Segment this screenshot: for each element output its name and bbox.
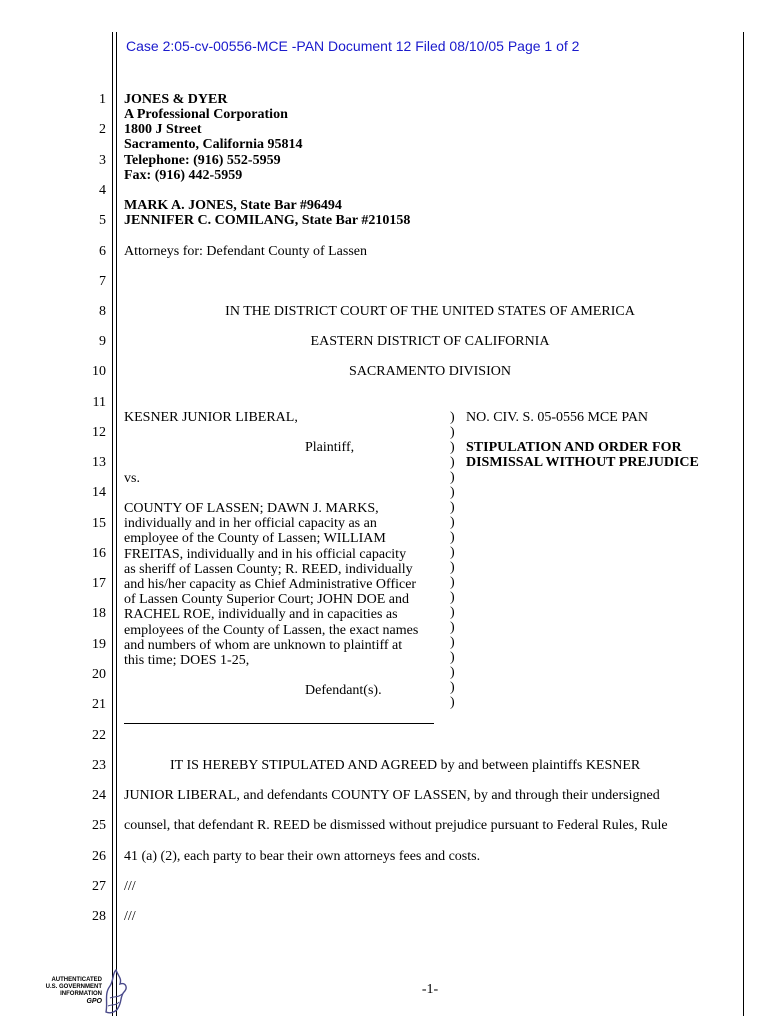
- firm-fax: Fax: (916) 442-5959: [124, 168, 243, 183]
- paren: ): [450, 530, 455, 545]
- seal-line: U.S. GOVERNMENT: [45, 984, 102, 990]
- left-rule-inner: [116, 32, 117, 1016]
- caption-underline: [124, 723, 434, 724]
- defendant-line: this time; DOES 1-25,: [124, 653, 250, 669]
- line-number: 19: [92, 637, 106, 652]
- line-number: 25: [92, 818, 106, 833]
- body-line-25: counsel, that defendant R. REED be dismissed without prejudice pursuant to Federal Rules, Rule: [124, 818, 668, 833]
- paren: ): [450, 485, 455, 500]
- line-number: 12: [92, 425, 106, 440]
- versus: vs.: [124, 471, 140, 486]
- line-number: 18: [92, 606, 106, 621]
- line-number: 11: [92, 395, 106, 410]
- line-number: 22: [92, 728, 106, 743]
- defendant-line: and numbers of whom are unknown to plaintiff at: [124, 637, 403, 653]
- eagle-emblem-icon: [100, 968, 130, 1014]
- paren: ): [450, 650, 455, 665]
- paren: ): [450, 515, 455, 530]
- firm-street: 1800 J Street: [124, 122, 202, 137]
- defendant-line: COUNTY OF LASSEN; DAWN J. MARKS,: [124, 501, 379, 516]
- document-title-line-1: STIPULATION AND ORDER FOR: [466, 440, 682, 455]
- ecf-header: Case 2:05-cv-00556-MCE -PAN Document 12 Filed 08/10/05 Page 1 of 2: [126, 38, 580, 54]
- document-title-line-2: DISMISSAL WITHOUT PREJUDICE: [466, 455, 699, 470]
- line-number: 17: [92, 576, 106, 591]
- seal-text: [30, 977, 102, 1005]
- line-number: 24: [92, 788, 106, 803]
- paren: ): [450, 620, 455, 635]
- attorney-1: MARK A. JONES, State Bar #96494: [124, 198, 342, 213]
- defendant-line: individually and in her official capacity as an: [124, 516, 377, 532]
- line-number: 13: [92, 455, 106, 470]
- paren: ): [450, 695, 455, 710]
- body-line-26: 41 (a) (2), each party to bear their own attorneys fees and costs.: [124, 849, 481, 864]
- line-number: 16: [92, 546, 106, 561]
- firm-city: Sacramento, California 95814: [124, 137, 303, 152]
- line-number: 27: [92, 879, 106, 894]
- right-rule: [743, 32, 744, 1016]
- line-number: 14: [92, 485, 106, 500]
- paren: ): [450, 455, 455, 470]
- defendant-line: of Lassen County Superior Court; JOHN DOE and: [124, 592, 410, 608]
- left-rule-outer: [112, 32, 113, 1016]
- case-number: NO. CIV. S. 05-0556 MCE PAN: [466, 410, 649, 425]
- defendant-line: as sheriff of Lassen County; R. REED, individually: [124, 561, 413, 577]
- paren: ): [450, 440, 455, 455]
- line-number: 8: [99, 304, 106, 319]
- firm-name: JONES & DYER: [124, 92, 228, 107]
- firm-telephone: Telephone: (916) 552-5959: [124, 153, 281, 168]
- line-number: 7: [99, 274, 106, 289]
- seal-line: GPO: [86, 998, 102, 1005]
- defendant-line: FREITAS, individually and in his official capacity: [124, 546, 407, 562]
- attorneys-for: Attorneys for: Defendant County of Lassen: [124, 244, 367, 259]
- plaintiff-label: Plaintiff,: [305, 440, 355, 455]
- seal-line: AUTHENTICATED: [51, 977, 102, 983]
- defendant-line: and his/her capacity as Chief Administrative Officer: [124, 577, 417, 593]
- paren: ): [450, 680, 455, 695]
- line-number: 5: [99, 213, 106, 228]
- paren: ): [450, 605, 455, 620]
- paren: ): [450, 500, 455, 515]
- seal-line: INFORMATION: [60, 991, 102, 997]
- line-number: 2: [99, 122, 106, 137]
- firm-corp: A Professional Corporation: [124, 107, 288, 122]
- court-line-2: EASTERN DISTRICT OF CALIFORNIA: [310, 334, 550, 349]
- line-number: 26: [92, 849, 106, 864]
- line-number: 10: [92, 364, 106, 379]
- paren: ): [450, 545, 455, 560]
- attorney-2: JENNIFER C. COMILANG, State Bar #210158: [124, 213, 411, 228]
- defendant-line: employee of the County of Lassen; WILLIAM: [124, 531, 386, 547]
- line-number: 6: [99, 244, 106, 259]
- line-number: 23: [92, 758, 106, 773]
- court-line-1: IN THE DISTRICT COURT OF THE UNITED STATES OF AMERICA: [225, 304, 635, 319]
- body-line-27: ///: [124, 879, 136, 894]
- paren: ): [450, 590, 455, 605]
- paren: ): [450, 470, 455, 485]
- body-line-23: IT IS HEREBY STIPULATED AND AGREED by and between plaintiffs KESNER: [170, 758, 641, 773]
- line-number: 28: [92, 909, 106, 924]
- paren-column: [450, 410, 460, 710]
- paren: ): [450, 665, 455, 680]
- paren: ): [450, 575, 455, 590]
- line-number: 15: [92, 516, 106, 531]
- paren: ): [450, 425, 455, 440]
- defendants-list: [124, 501, 418, 668]
- court-line-3: SACRAMENTO DIVISION: [349, 364, 511, 379]
- plaintiff-name: KESNER JUNIOR LIBERAL,: [124, 410, 298, 425]
- line-number: 20: [92, 667, 106, 682]
- body-line-28: ///: [124, 909, 136, 924]
- page-number: -1-: [421, 982, 439, 997]
- defendant-line: employees of the County of Lassen, the exact names: [124, 622, 419, 638]
- line-number: 3: [99, 153, 106, 168]
- line-number: 1: [99, 92, 106, 107]
- defendant-label: Defendant(s).: [305, 683, 382, 698]
- line-number: 21: [92, 697, 106, 712]
- body-line-24: JUNIOR LIBERAL, and defendants COUNTY OF LASSEN, by and through their undersigned: [124, 788, 660, 803]
- line-number: 9: [99, 334, 106, 349]
- defendant-line: RACHEL ROE, individually and in capacities as: [124, 607, 398, 623]
- line-number: 4: [99, 183, 106, 198]
- paren: ): [450, 560, 455, 575]
- paren: ): [450, 410, 455, 425]
- paren: ): [450, 635, 455, 650]
